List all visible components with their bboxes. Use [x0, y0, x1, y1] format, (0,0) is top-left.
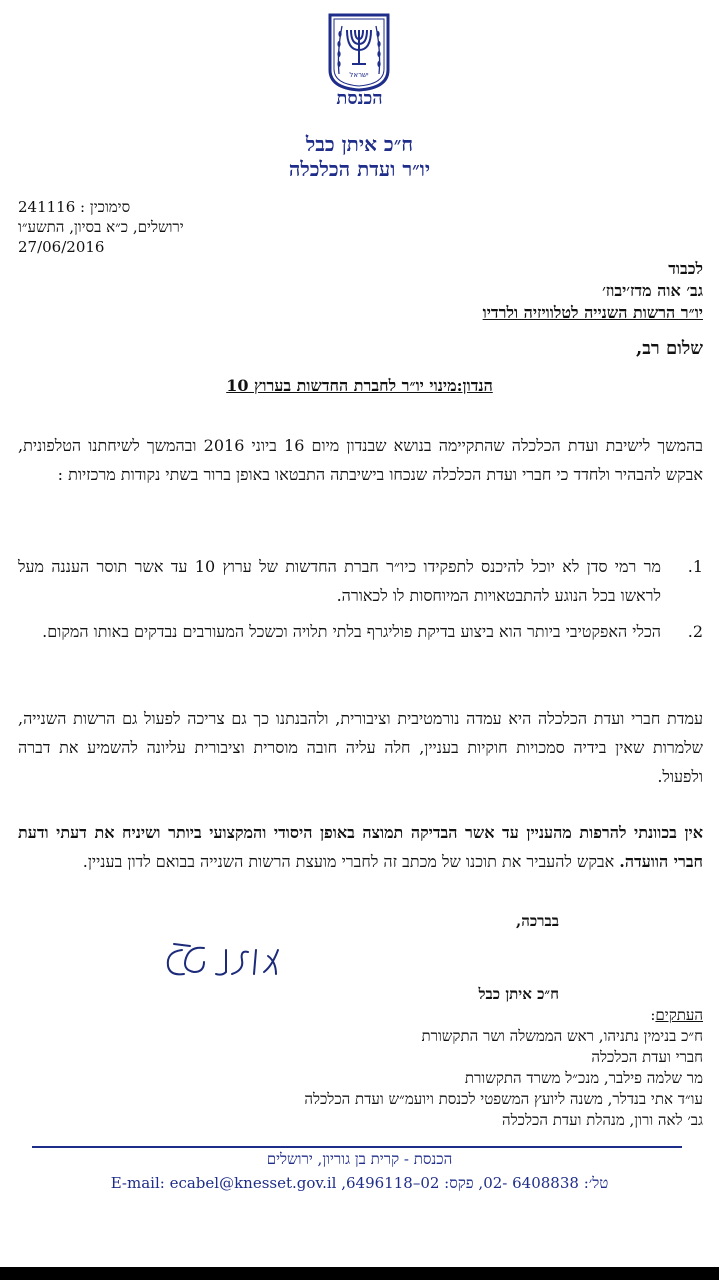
- recipient-salutation: לכבוד: [668, 259, 703, 278]
- date: 27/06/2016: [18, 238, 105, 256]
- mk-role: יו״ר ועדת הכלכלה: [288, 157, 431, 181]
- subject-line: [0, 376, 719, 396]
- paragraph-intro: בהמשך לישיבת ועדת הכלכלה שהתקיימה בנושא שבנדון מיום 16 ביוני 2016 ובהמשך לשיחתנו הטלפונית, אבקש להבהיר ולחדד כי חברי ועדת הכלכלה שנכחו בישיבתה התבטאו באופן ברור בשתי נקודות מרכזיות :: [18, 436, 703, 484]
- paragraph-conclusion-bold: אין בכוונתי להרפות מהעניין עד אשר הבדיקה תמוצה באופן היסודי והמקצועי ביותר ושיניח את דעתי ודעת חברי הוועדה.: [18, 823, 704, 871]
- reference-line: [18, 198, 130, 217]
- cc-line: ח״כ בנימין נתניהו, ראש הממשלה ושר התקשורת: [421, 1027, 703, 1045]
- bottom-bar: [0, 1267, 719, 1280]
- handwritten-signature: [160, 936, 286, 986]
- closing: בברכה,: [515, 912, 559, 930]
- knesset-emblem-icon: [326, 12, 392, 92]
- paragraph-conclusion-rest: אבקש להעביר את תוכנו של מכתב זה לחברי מועצת הרשות השנייה בבואם לדון בעניין.: [82, 852, 620, 871]
- knesset-title: הכנסת: [336, 88, 383, 109]
- footer-contact: טל׳: 6408838 -02, פקס: 02–6496118, E-mail: ecabel@knesset.gov.il: [110, 1174, 609, 1192]
- subject-label: הנדון:: [456, 376, 493, 395]
- footer-divider: [32, 1146, 682, 1148]
- cc-line: גב׳ לאה ורון, מנהלת ועדת הכלכלה: [502, 1111, 703, 1129]
- recipient-name: גב׳ אוה מדז׳יבוז׳: [602, 281, 703, 300]
- footer-address: הכנסת - קרית בן גוריון, ירושלים: [266, 1150, 453, 1168]
- hebrew-date: ירושלים, כ״א בסיון, התשע״ו: [18, 218, 184, 236]
- list-item-text: מר רמי סדן לא יוכל להיכנס לתפקידו כיו״ר חברת החדשות של ערוץ 10 עד אשר תוסר העננה מעל לראשו בכל הנוגע להתבטאויות המיוחסות לו לכאורה.: [18, 557, 661, 605]
- cc-line: חברי ועדת הכלכלה: [591, 1048, 703, 1066]
- list-item-number: 1.: [687, 557, 703, 576]
- list-item-text: הכלי האפקטיבי ביותר הוא ביצוע בדיקת פוליגרף בלתי תלויה וכשכל המעורבים נבדקים באותו המקום.: [42, 622, 661, 641]
- points-list: [18, 552, 703, 653]
- list-item: [18, 552, 703, 610]
- paragraph-conclusion: [18, 818, 703, 876]
- list-item-number: 2.: [687, 622, 703, 641]
- greeting: שלום רב,: [635, 338, 703, 359]
- cc-block: העתקים: ח״כ בנימין נתניהו, ראש הממשלה ושר התקשורת חברי ועדת הכלכלה מר שלמה פילבר, מנכ״ל משרד התקשורת עו״ד אתי בנדלר, משנה ליועץ המשפטי לכנסת ויועמ״ש ועדת הכלכלה גב׳ לאה ורון, מנהלת ועדת הכלכלה: [304, 1006, 703, 1129]
- recipient-block: [483, 258, 703, 324]
- cc-line: עו״ד אתי בנדלר, משנה ליועץ המשפטי לכנסת ויועמ״ש ועדת הכלכלה: [304, 1090, 703, 1108]
- reference-value: 241116: [18, 198, 76, 216]
- cc-line: מר שלמה פילבר, מנכ״ל משרד התקשורת: [464, 1069, 703, 1087]
- reference-label: סימוכין :: [80, 198, 131, 216]
- signer-name: ח״כ איתן כבל: [478, 985, 559, 1003]
- subject-text: מינוי יו״ר לחברת החדשות בערוץ 10: [226, 376, 457, 395]
- paragraph-position: עמדת חברי ועדת הכלכלה היא עמדה נורמטיבית וציבורית, ולהבנתנו כך גם צריכה לפעול גם הרשות השנייה, שלמרות שאין בידיה סמכויות חוקיות בעניין, חלה עליה חובה מוסרית וציבורית עליונה להשמיע את דברה ולפעול.: [18, 709, 704, 786]
- recipient-org: יו״ר הרשות השנייה לטלוויזיה ולרדיו: [482, 303, 703, 322]
- emblem-label: ישראל: [349, 71, 369, 79]
- mk-name: ח״כ איתן כבל: [305, 132, 414, 156]
- list-item: [18, 617, 703, 646]
- cc-title: העתקים: [655, 1006, 703, 1024]
